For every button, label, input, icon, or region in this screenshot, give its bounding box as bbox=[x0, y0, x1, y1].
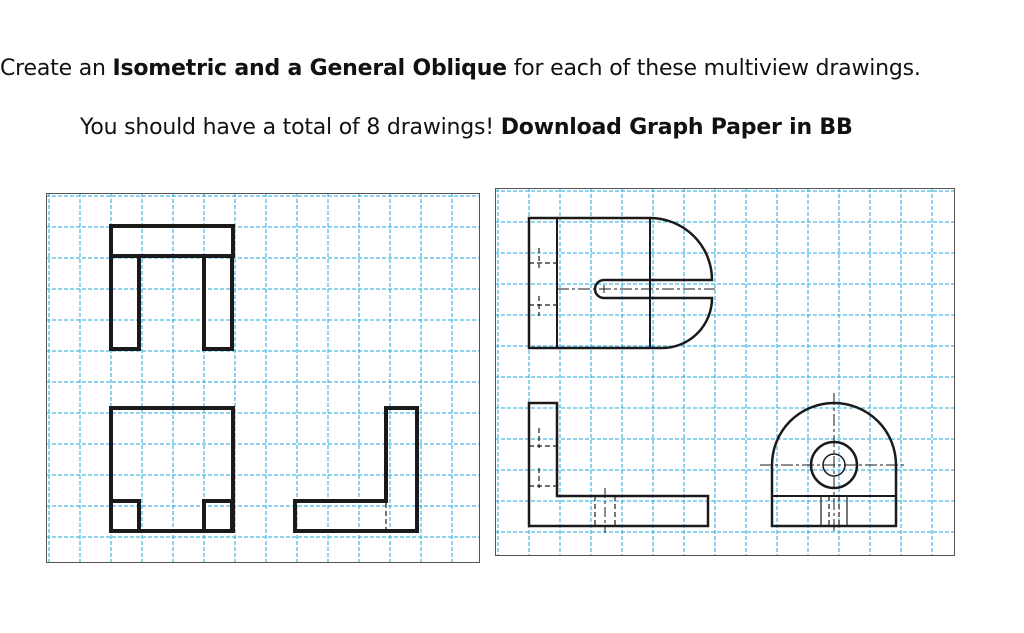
top-view bbox=[111, 226, 233, 349]
multiview-drawing-1 bbox=[46, 193, 480, 563]
front-view bbox=[529, 403, 708, 533]
instruction-line-1-start: Create an bbox=[0, 56, 113, 81]
instruction-line-2-start: You should have a total of 8 drawings! bbox=[80, 115, 501, 140]
instruction-line-1-end: for each of these multiview drawings. bbox=[506, 56, 921, 81]
download-graph-paper-text: Download Graph Paper in BB bbox=[500, 115, 853, 140]
right-side-view bbox=[760, 393, 905, 533]
instruction-line-1-emphasis: Isometric and a General Oblique bbox=[112, 56, 507, 81]
front-view bbox=[111, 408, 233, 531]
instruction-line-2 bbox=[80, 115, 853, 140]
panel-border bbox=[496, 189, 955, 556]
instruction-line-1 bbox=[0, 56, 921, 81]
multiview-drawing-2 bbox=[495, 188, 955, 556]
right-side-view bbox=[295, 408, 417, 531]
graph-paper-grid bbox=[495, 188, 955, 556]
